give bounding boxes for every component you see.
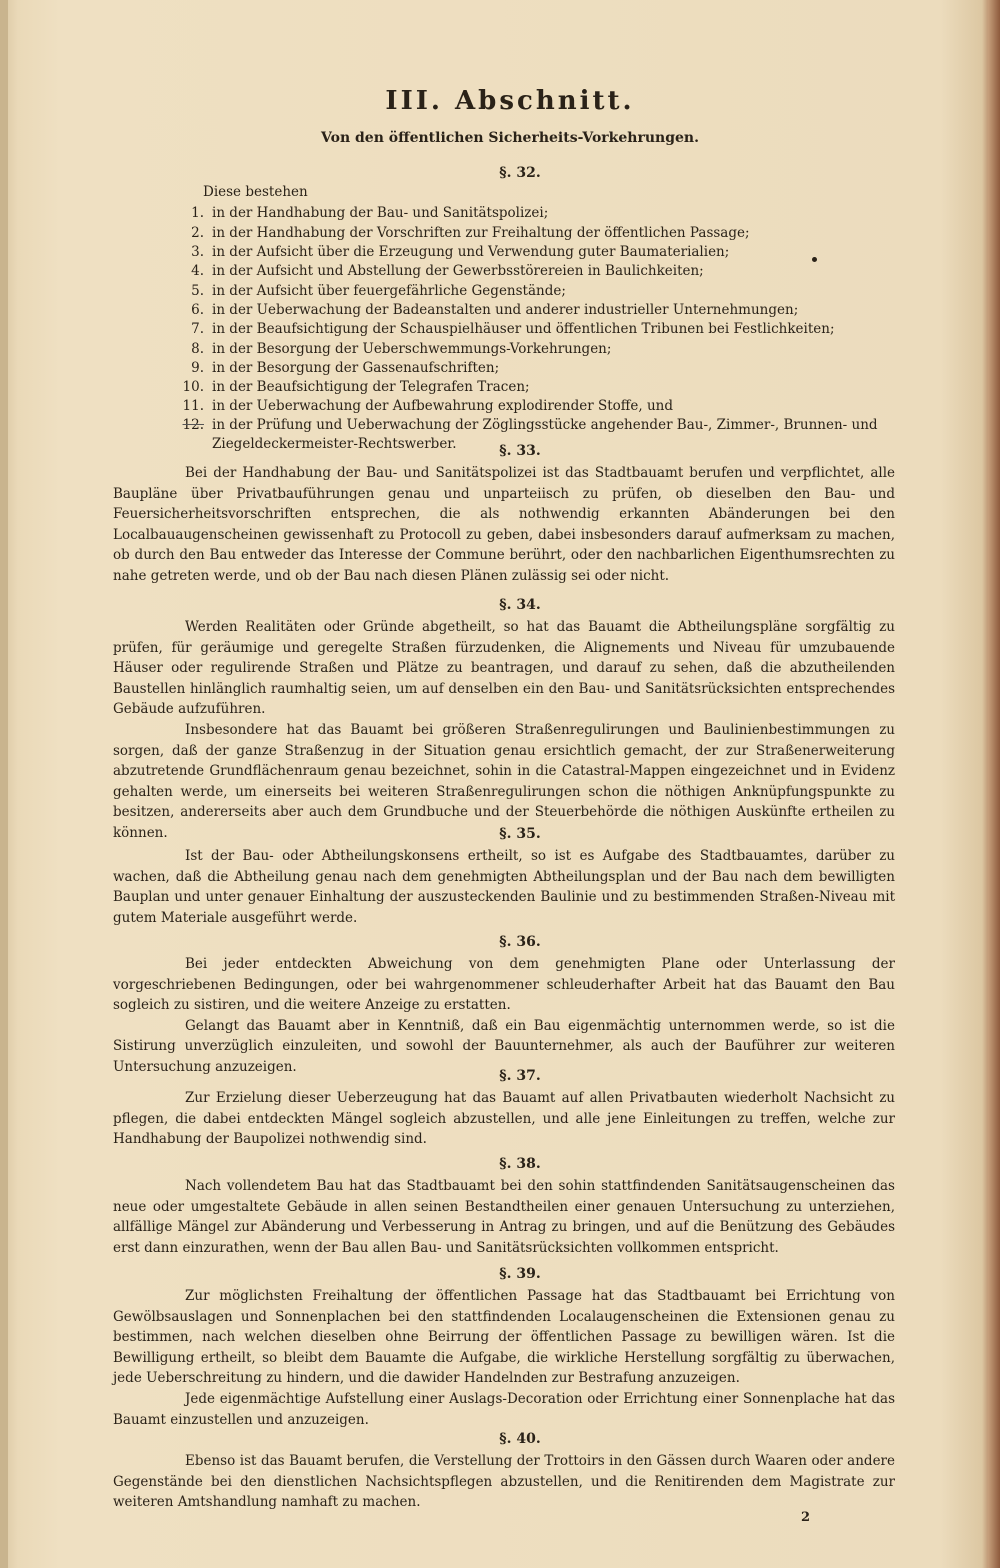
list-item-1: 1. in der Handhabung der Bau- und Sanitätspolizei;: [191, 205, 549, 221]
paragraph-heading-39: §. 39.: [499, 1266, 541, 1282]
paragraph-35-body: [113, 846, 895, 928]
paragraph-heading-34: §. 34.: [499, 597, 541, 613]
list-item-11: 11. in der Ueberwachung der Aufbewahrung explodirender Stoffe, und: [182, 398, 673, 414]
paragraph-heading-38: §. 38.: [499, 1156, 541, 1172]
paragraph-heading-33: §. 33.: [499, 443, 541, 459]
paragraph-34-text-1: Werden Realitäten oder Gründe abgetheilt, so hat das Bauamt die Abtheilungspläne sorgfältig zu prüfen, für geräumige und geregelte Straßen fürzudenken, die Alignements und Niveau für umzubauende Häuser oder regulirende Straßen und Plätze zu beantragen, und darauf zu sehen, daß die abzutheilenden Baustellen hinlänglich raumhaltig seien, um auf denselben ein den Bau- und Sanitätsrücksichten entsprechendes Gebäude aufzuführen.: [113, 619, 895, 718]
paragraph-32-intro: Diese bestehen: [203, 184, 308, 200]
paragraph-36-body: [113, 954, 895, 1078]
paragraph-33-body: [113, 463, 895, 587]
paragraph-heading-36: §. 36.: [499, 934, 541, 950]
page-number: 2: [800, 1510, 810, 1525]
paragraph-37-body: [113, 1088, 895, 1150]
page-left-edge: [0, 0, 8, 1568]
paragraph-38-text: Nach vollendetem Bau hat das Stadtbauamt bei den sohin stattfindenden Sanitätsaugenscheinen das neue oder umgestaltete Gebäude in allen seinen Bestandtheilen einer genauen Untersuchung zu unterziehen, allfällige Mängel zur Abänderung und Verbesserung in Antrag zu bringen, und auf die Benützung des Gebäudes erst dann einzurathen, wenn der Bau allen Bau- und Sanitätsrücksichten vollkommen entspricht.: [113, 1178, 895, 1256]
ink-dot: [812, 257, 817, 262]
paragraph-40-body: [113, 1451, 895, 1513]
paragraph-36-text-1: Bei jeder entdeckten Abweichung von dem genehmigten Plane oder Unterlassung der vorgeschriebenen Bedingungen, oder bei wahrgenommener schleuderhafter Arbeit hat das Bauamt den Bau sogleich zu sistiren, und die weitere Anzeige zu erstatten.: [113, 956, 895, 1014]
paragraph-40-text: Ebenso ist das Bauamt berufen, die Verstellung der Trottoirs in den Gässen durch Waaren oder andere Gegenstände bei den dienstlichen Nachsichtspflegen abzustellen, und die Renitirenden dem Magistrate zur weiteren Amtshandlung namhaft zu machen.: [113, 1453, 895, 1511]
list-item-9: 9. in der Besorgung der Gassenaufschriften;: [191, 360, 500, 376]
paragraph-39-body: [113, 1286, 895, 1430]
paragraph-heading-32: §. 32.: [499, 165, 541, 181]
paragraph-39-text-1: Zur möglichsten Freihaltung der öffentlichen Passage hat das Stadtbauamt bei Errichtung von Gewölbsauslagen und Sonnenplachen bei den stattfindenden Localaugenscheinen die Extensionen genau zu bestimmen, nach welchen dieselben ohne Beirrung der öffentlichen Passage zu bewilligen wären. Ist die Bewilligung ertheilt, so bleibt dem Bauamte die Aufgabe, die wirkliche Herstellung sorgfältig zu überwachen, jede Ueberschreitung zu hindern, und die dawider Handelnden zur Bestrafung anzuzeigen.: [113, 1288, 895, 1387]
paragraph-heading-40: §. 40.: [499, 1431, 541, 1447]
list-item-7: 7. in der Beaufsichtigung der Schauspielhäuser und öffentlichen Tribunen bei Festlichkeiten;: [191, 321, 835, 337]
list-item-2: 2. in der Handhabung der Vorschriften zur Freihaltung der öffentlichen Passage;: [191, 225, 750, 241]
list-item-12: 12. in der Prüfung und Ueberwachung der Zöglingsstücke angehender Bau-, Zimmer-, Brunnen- und: [182, 417, 878, 433]
list-item-8: 8. in der Besorgung der Ueberschwemmungs-Vorkehrungen;: [191, 341, 612, 357]
paragraph-34-body: [113, 617, 895, 844]
paragraph-33-text: Bei der Handhabung der Bau- und Sanitätspolizei ist das Stadtbauamt berufen und verpflichtet, alle Baupläne über Privatbauführungen genau und unparteiisch zu prüfen, ob dieselben den Bau- und Feuersicherheitsvorschriften entsprechen, die als nothwendig erkannten Abänderungen bei den Localbauaugenscheinen gewissenhaft zu Protocoll zu geben, dabei insbesonders darauf aufmerksam zu machen, ob durch den Bau entweder das Interesse der Commune berührt, oder den nachbarlichen Eigenthumsrechten zu nahe getreten werde, und ob der Bau nach diesen Plänen zulässig sei oder nicht.: [113, 465, 895, 584]
paragraph-36-text-2: Gelangt das Bauamt aber in Kenntniß, daß ein Bau eigenmächtig unternommen werde, so ist die Sistirung unverzüglich einzuleiten, und sowohl der Bauunternehmer, als auch der Bauführer zur weiteren Untersuchung anzuzeigen.: [113, 1017, 895, 1075]
section-title: III. Abschnitt.: [385, 86, 635, 116]
list-item-5: 5. in der Aufsicht über feuergefährliche Gegenstände;: [191, 283, 566, 299]
paragraph-35-text: Ist der Bau- oder Abtheilungskonsens ertheilt, so ist es Aufgabe des Stadtbauamtes, darüber zu wachen, daß die Abtheilung genau nach dem genehmigten Abtheilungsplan und der Bau nach dem bewilligten Bauplan und unter genauer Einhaltung der auszusteckenden Baulinie und zu bestimmenden Straßen-Niveau mit gutem Materiale ausgeführt werde.: [113, 848, 895, 926]
paragraph-37-text: Zur Erzielung dieser Ueberzeugung hat das Bauamt auf allen Privatbauten wiederholt Nachsicht zu pflegen, die dabei entdeckten Mängel sogleich abzustellen, und alle jene Einleitungen zu treffen, welche zur Handhabung der Baupolizei nothwendig sind.: [113, 1090, 895, 1148]
paragraph-heading-37: §. 37.: [499, 1068, 541, 1084]
section-subtitle: Von den öffentlichen Sicherheits-Vorkehrungen.: [321, 130, 699, 146]
paragraph-38-body: [113, 1176, 895, 1258]
paragraph-34-text-2: Insbesondere hat das Bauamt bei größeren Straßenregulirungen und Baulinienbestimmungen zu sorgen, daß der ganze Straßenzug in der Situation genau ersichtlich gemacht, der zur Straßenerweiterung abzutretende Grundflächenraum genau bezeichnet, sohin in die Catastral-Mappen eingezeichnet und in Evidenz gehalten werde, um einerseits bei weiteren Straßenregulirungen schon die nöthigen Anknüpfungspunkte zu besitzen, andererseits aber auch dem Grundbuche und der Steuerbehörde die nöthigen Auskünfte ertheilen zu können.: [113, 721, 895, 841]
list-item-12-continued: Ziegeldeckermeister-Rechtswerber.: [212, 436, 457, 452]
paragraph-39-text-2: Jede eigenmächtige Aufstellung einer Auslags-Decoration oder Errichtung einer Sonnenplache hat das Bauamt einzustellen und anzuzeigen.: [113, 1390, 895, 1428]
book-binding: [988, 0, 1000, 1568]
list-item-10: 10. in der Beaufsichtigung der Telegrafen Tracen;: [182, 379, 530, 395]
list-item-4: 4. in der Aufsicht und Abstellung der Gewerbsstörereien in Baulichkeiten;: [191, 263, 704, 279]
list-item-3: 3. in der Aufsicht über die Erzeugung und Verwendung guter Baumaterialien;: [191, 244, 730, 260]
list-item-6: 6. in der Ueberwachung der Badeanstalten und anderer industrieller Unternehmungen;: [191, 302, 799, 318]
paragraph-heading-35: §. 35.: [499, 826, 541, 842]
